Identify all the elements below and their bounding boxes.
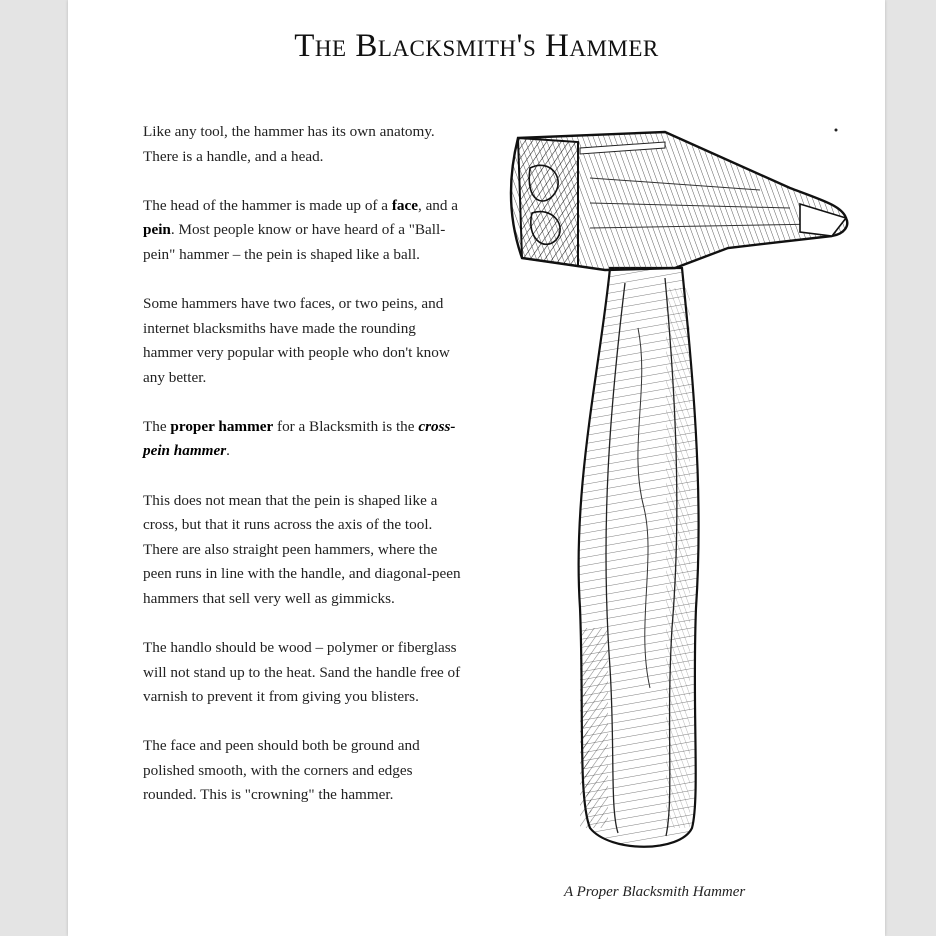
document-page (68, 0, 885, 936)
term-cross-pein: cross-pein hammer (143, 417, 456, 460)
term-proper-hammer: proper hammer (170, 417, 274, 435)
paragraph-proper-hammer: The proper hammer for a Blacksmith is the cross-pein hammer. (143, 417, 456, 460)
paragraph-pein-shape: This does not mean that the pein is shaped like a cross, but that it runs across the axis of the tool. There are also straight peen hammers, where the peen runs in line with the handle, and diagonal-peen hammers that sell very well as gimmicks. (143, 491, 461, 607)
term-pein: pein (143, 221, 171, 239)
body-text (143, 120, 463, 833)
figure-caption: A Proper Blacksmith Hammer (564, 884, 746, 900)
paragraph-head: The head of the hammer is made up of a face, and a pein. Most people know or have heard of a "Ball-pein" hammer – the pein is shaped like a ball. (143, 196, 459, 263)
paragraph-anatomy: Like any tool, the hammer has its own anatomy. There is a handle, and a head. (143, 123, 435, 165)
paragraph-handle: The handlo should be wood – polymer or fiberglass will not stand up to the heat. Sand the handle free of varnish to prevent it from giving you blisters. (143, 639, 461, 706)
paragraph-crowning: The face and peen should both be ground and polished smooth, with the corners and edges rounded. This is "crowning" the hammer. (143, 737, 420, 804)
term-face: face (391, 196, 418, 214)
hammer-illustration (460, 108, 870, 868)
page-title: The Blacksmith's Hammer (294, 28, 659, 64)
paragraph-two-faces: Some hammers have two faces, or two peins, and internet blacksmiths have made the rounding hammer very popular with people who don't know any better. (143, 294, 450, 386)
